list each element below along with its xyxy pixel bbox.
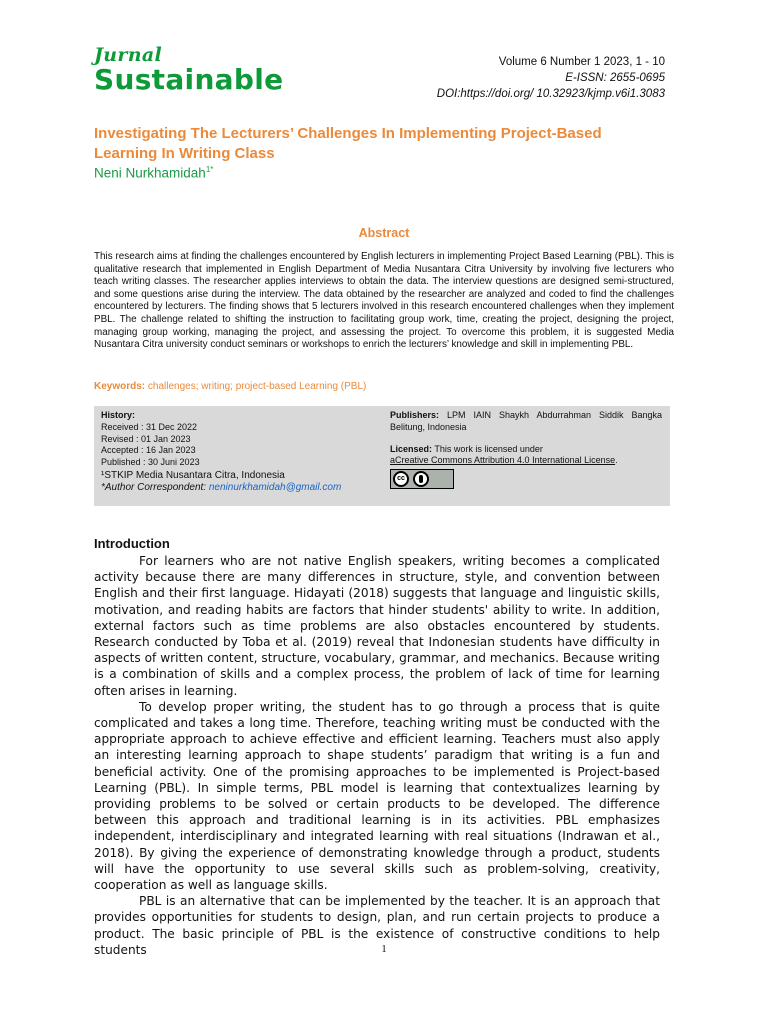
publishers-label: Publishers: xyxy=(390,410,440,420)
license-link[interactable]: aCreative Commons Attribution 4.0 International License xyxy=(390,455,616,466)
affiliation: ¹STKIP Media Nusantara Citra, Indonesia xyxy=(101,469,285,481)
abstract-text: This research aims at finding the challenges encountered by English lecturers in implementing Project Based Learning (PBL). This is qualitative research that implemented in English Department of Media Nusantara Citra University by involving five lecturers who teach writing classes. The researcher applies interviews to obtain the data. The interview questions are designed semi-structured, and some questions arise during the interview. The data obtained by the researcher are analyzed and coded to find the challenges encountered by lecturers. The finding shows that 5 lecturers involved in this research encountered challenges when they implement PBL. The challenge related to shifting the instruction to facilitating group work, time, creating the project, designing the project, managing group working, managing the project, and assessing the project. To overcome this problem, it is suggested Media Nusantara Citra university conduct seminars or workshops to enrich the lecturers’ knowledge and skill in implementing PBL. xyxy=(94,251,674,351)
journal-meta xyxy=(437,54,665,102)
volume-info: Volume 6 Number 1 2023, 1 - 10 xyxy=(498,56,665,68)
licensed xyxy=(390,444,662,456)
correspondent-label: *Author Correspondent: xyxy=(101,481,207,493)
paragraph-2: To develop proper writing, the student has to go through a process that is quite complicated and takes a long time. Therefore, teaching writing must be conducted with the appropriate approach to achieve effective and efficient learning. Teachers must also apply an interesting learning approach to shape students’ paradigm that writing is a fun and beneficial activity. One of the promising approaches to be implemented is Project-based Learning (PBL). In simple terms, PBL model is learning that contextualizes learning by providing problems to be solved or certain products to be developed. The difference between this approach and traditional learning is in its activities. PBL emphasizes independent, interdisciplinary and integrated learning with real situations (Indrawan et al., 2018). By giving the experience of demonstrating knowledge through a product, students will have the opportunity to use several skills such as problem-solving, creativity, cooperation as well as language skills. xyxy=(94,699,660,893)
correspondent xyxy=(101,482,386,494)
licensed-label: Licensed: xyxy=(390,443,433,454)
author-name: Neni Nurkhamidah xyxy=(94,165,206,181)
doi-link[interactable]: DOI:https://doi.org/ 10.32923/kjmp.v6i1.3083 xyxy=(436,88,665,100)
journal-label: Jurnal xyxy=(94,44,162,66)
history-label: History: xyxy=(101,410,136,420)
title-line-2: Learning In Writing Class xyxy=(94,145,275,162)
introduction-heading: Introduction xyxy=(94,536,170,551)
introduction-body xyxy=(94,553,660,958)
publishers xyxy=(390,410,662,434)
publishers-value: LPM IAIN Shaykh Abdurrahman Siddik Bangka Belitung, Indonesia xyxy=(390,410,662,432)
article-info-box xyxy=(94,406,670,506)
paragraph-3: PBL is an alternative that can be implemented by the teacher. It is an approach that provides opportunities for students to design, plan, and run certain projects to produce a product. The basic principle of PBL is the existence of constructive conditions to help students xyxy=(94,894,660,957)
cc-icon: cc xyxy=(393,471,409,487)
author-mark: 1* xyxy=(205,165,214,174)
journal-logo xyxy=(94,44,283,95)
paragraph-1: For learners who are not native English speakers, writing becomes a complicated activity because there are many differences in structure, style, and convention between English and their first language. Hidayati (2018) suggests that language and linguistic skills, motivation, and reading habits are factors that hinder students' ability to write. In addition, external factors such as time problems are also obstacles encountered by students. Research conducted by Toba et al. (2019) reveal that Indonesian students have difficulty in aspects of written content, structure, vocabulary, grammar, and mechanics. Because writing is a combination of skills and a complex process, the problem of lack of time for learning often arises in learning. xyxy=(94,554,660,698)
page-number: 1 xyxy=(381,943,387,955)
license xyxy=(390,455,662,467)
licensed-text: This work is licensed under xyxy=(434,443,543,454)
journal-name: Sustainable xyxy=(94,63,284,96)
published-date: Published : 30 Juni 2023 xyxy=(101,457,200,468)
author xyxy=(94,165,213,181)
keywords-value: challenges; writing; project-based Learning (PBL) xyxy=(147,381,367,392)
cc-by-badge[interactable] xyxy=(390,469,454,489)
article-title xyxy=(94,124,674,164)
history-column xyxy=(101,410,386,494)
received-date: Received : 31 Dec 2022 xyxy=(101,421,198,432)
keywords xyxy=(94,381,366,392)
accepted-date: Accepted : 16 Jan 2023 xyxy=(101,445,196,456)
license-end: . xyxy=(615,455,618,466)
title-line-1: Investigating The Lecturers’ Challenges In Implementing Project-Based xyxy=(94,125,602,142)
revised-date: Revised : 01 Jan 2023 xyxy=(101,433,191,444)
abstract-heading: Abstract xyxy=(358,226,410,240)
publisher-column xyxy=(390,410,662,489)
eissn: E-ISSN: 2655-0695 xyxy=(565,72,665,84)
author-email[interactable]: neninurkhamidah@gmail.com xyxy=(208,481,342,493)
attribution-icon xyxy=(413,471,429,487)
keywords-label: Keywords: xyxy=(94,381,146,392)
